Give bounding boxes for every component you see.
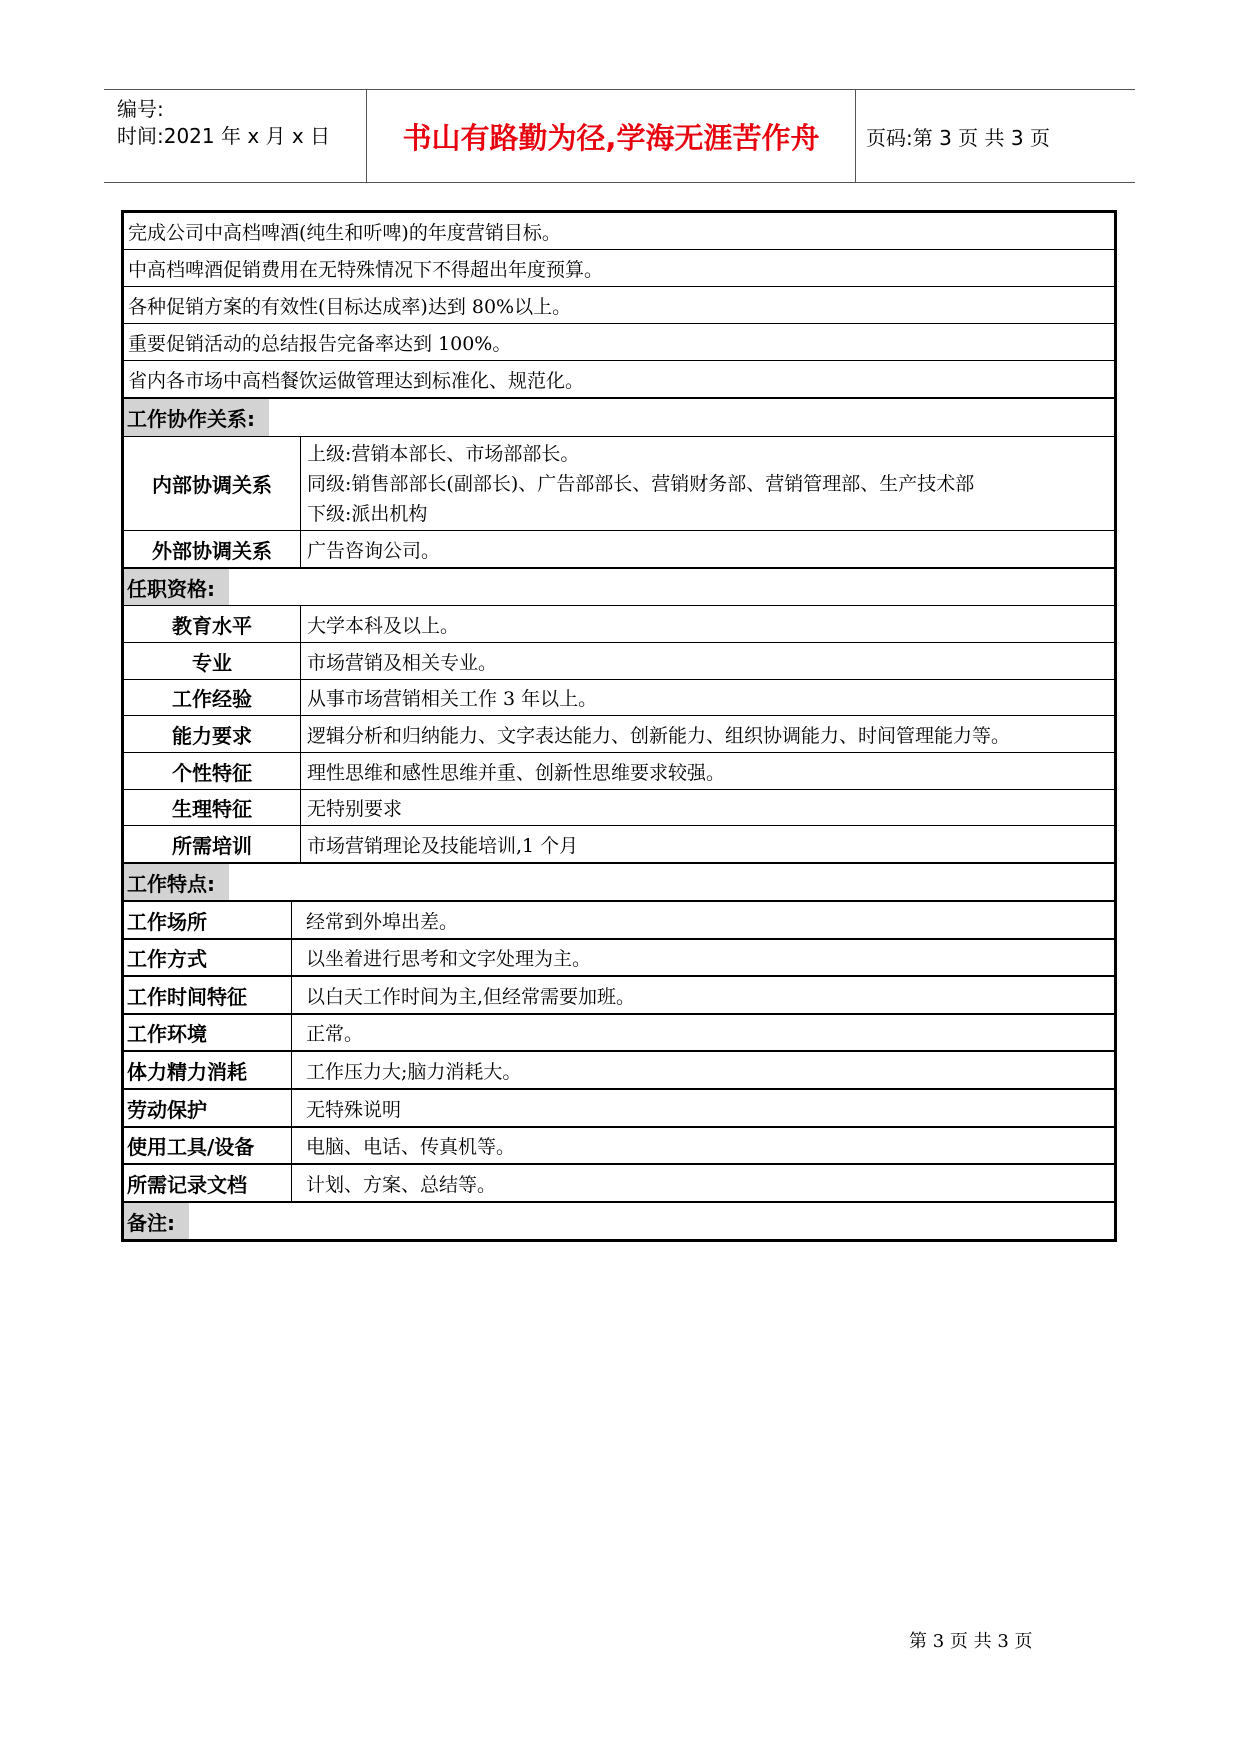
- target-text: 省内各市场中高档餐饮运做管理达到标准化、规范化。: [128, 369, 585, 392]
- qualification-row: [124, 826, 1114, 864]
- job-description-table: [121, 210, 1117, 1242]
- qualification-row: [124, 753, 1114, 790]
- feature-row: [124, 1015, 1114, 1052]
- feature-label: 工作方式: [124, 940, 292, 975]
- target-text: 重要促销活动的总结报告完备率达到 100%。: [128, 332, 512, 355]
- superior-line: 上级:营销本部长、市场部部长。: [307, 442, 580, 465]
- target-row: [124, 361, 1114, 399]
- external-relations-value: 广告咨询公司。: [307, 539, 441, 562]
- external-relations-label: 外部协调关系: [124, 531, 301, 567]
- qualification-value: 市场营销及相关专业。: [307, 651, 498, 674]
- qualification-row: [124, 606, 1114, 643]
- target-row: [124, 287, 1114, 324]
- qualification-value: 理性思维和感性思维并重、创新性思维要求较强。: [307, 761, 726, 784]
- qualification-row: [124, 680, 1114, 716]
- feature-value: 以白天工作时间为主,但经常需要加班。: [306, 985, 636, 1008]
- peer-line: 同级:销售部部长(副部长)、广告部部长、营销财务部、营销管理部、生产技术部: [307, 472, 975, 495]
- document-number-label: 编号:: [117, 97, 164, 121]
- qualification-label: 教育水平: [124, 606, 301, 642]
- feature-value: 以坐着进行思考和文字处理为主。: [306, 948, 592, 970]
- section-title: 任职资格:: [124, 569, 229, 605]
- header-meta: [104, 90, 366, 182]
- feature-label: 使用工具/设备: [124, 1128, 292, 1163]
- feature-value: 计划、方案、总结等。: [306, 1173, 497, 1196]
- feature-row: [124, 1165, 1114, 1203]
- feature-label: 体力精力消耗: [124, 1052, 292, 1088]
- header-motto: 书山有路勤为径,学海无涯苦作舟: [402, 120, 820, 155]
- qualification-label: 个性特征: [124, 753, 301, 789]
- qualification-row: [124, 643, 1114, 680]
- section-title: 工作特点:: [124, 864, 229, 900]
- section-header-remarks: [124, 1203, 1114, 1239]
- qualification-value: 大学本科及以上。: [307, 614, 460, 637]
- target-row: [124, 250, 1114, 287]
- qualification-label: 能力要求: [124, 716, 301, 752]
- feature-label: 工作时间特征: [124, 977, 292, 1013]
- target-text: 中高档啤酒促销费用在无特殊情况下不得超出年度预算。: [128, 258, 604, 281]
- internal-relations-row: [124, 437, 1114, 531]
- feature-value: 工作压力大;脑力消耗大。: [306, 1060, 522, 1083]
- qualification-row: [124, 716, 1114, 753]
- qualification-label: 工作经验: [124, 680, 301, 715]
- feature-label: 所需记录文档: [124, 1165, 292, 1201]
- internal-relations-value: [307, 437, 974, 530]
- qualification-row: [124, 790, 1114, 826]
- qualification-label: 专业: [124, 643, 301, 679]
- qualification-value: 市场营销理论及技能培训,1 个月: [307, 834, 579, 857]
- feature-row: [124, 940, 1114, 977]
- feature-value: 电脑、电话、传真机等。: [306, 1136, 516, 1158]
- qualification-label: 所需培训: [124, 826, 301, 862]
- feature-row: [124, 902, 1114, 940]
- target-text: 各种促销方案的有效性(目标达成率)达到 80%以上。: [128, 295, 572, 318]
- header-page-info: 页码:第 3 页 共 3 页: [866, 125, 1050, 150]
- feature-row: [124, 1052, 1114, 1090]
- qualification-value: 逻辑分析和归纳能力、文字表达能力、创新能力、组织协调能力、时间管理能力等。: [307, 724, 1011, 747]
- section-header-relations: [124, 399, 1114, 437]
- feature-label: 工作环境: [124, 1015, 292, 1050]
- feature-value: 无特殊说明: [306, 1098, 402, 1121]
- feature-value: 经常到外埠出差。: [306, 910, 459, 933]
- qualification-value: 从事市场营销相关工作 3 年以上。: [307, 688, 598, 710]
- section-header-qualifications: [124, 569, 1114, 606]
- document-time-label: 时间:2021 年 x 月 x 日: [117, 124, 331, 148]
- section-title: 备注:: [124, 1203, 189, 1239]
- feature-row: [124, 1128, 1114, 1165]
- feature-value: 正常。: [306, 1023, 364, 1045]
- target-text: 完成公司中高档啤酒(纯生和听啤)的年度营销目标。: [128, 221, 561, 244]
- feature-label: 劳动保护: [124, 1090, 292, 1126]
- qualification-value: 无特别要求: [307, 798, 403, 820]
- subordinate-line: 下级:派出机构: [307, 502, 428, 525]
- feature-row: [124, 977, 1114, 1015]
- external-relations-row: [124, 531, 1114, 569]
- internal-relations-label: 内部协调关系: [124, 437, 301, 530]
- section-header-features: [124, 864, 1114, 902]
- target-row: [124, 324, 1114, 361]
- qualification-label: 生理特征: [124, 790, 301, 825]
- page-header: [104, 89, 1135, 183]
- section-title: 工作协作关系:: [124, 399, 269, 436]
- page-footer: 第 3 页 共 3 页: [909, 1631, 1033, 1652]
- feature-row: [124, 1090, 1114, 1128]
- target-row: [124, 213, 1114, 250]
- header-divider: [855, 90, 856, 182]
- feature-label: 工作场所: [124, 902, 292, 938]
